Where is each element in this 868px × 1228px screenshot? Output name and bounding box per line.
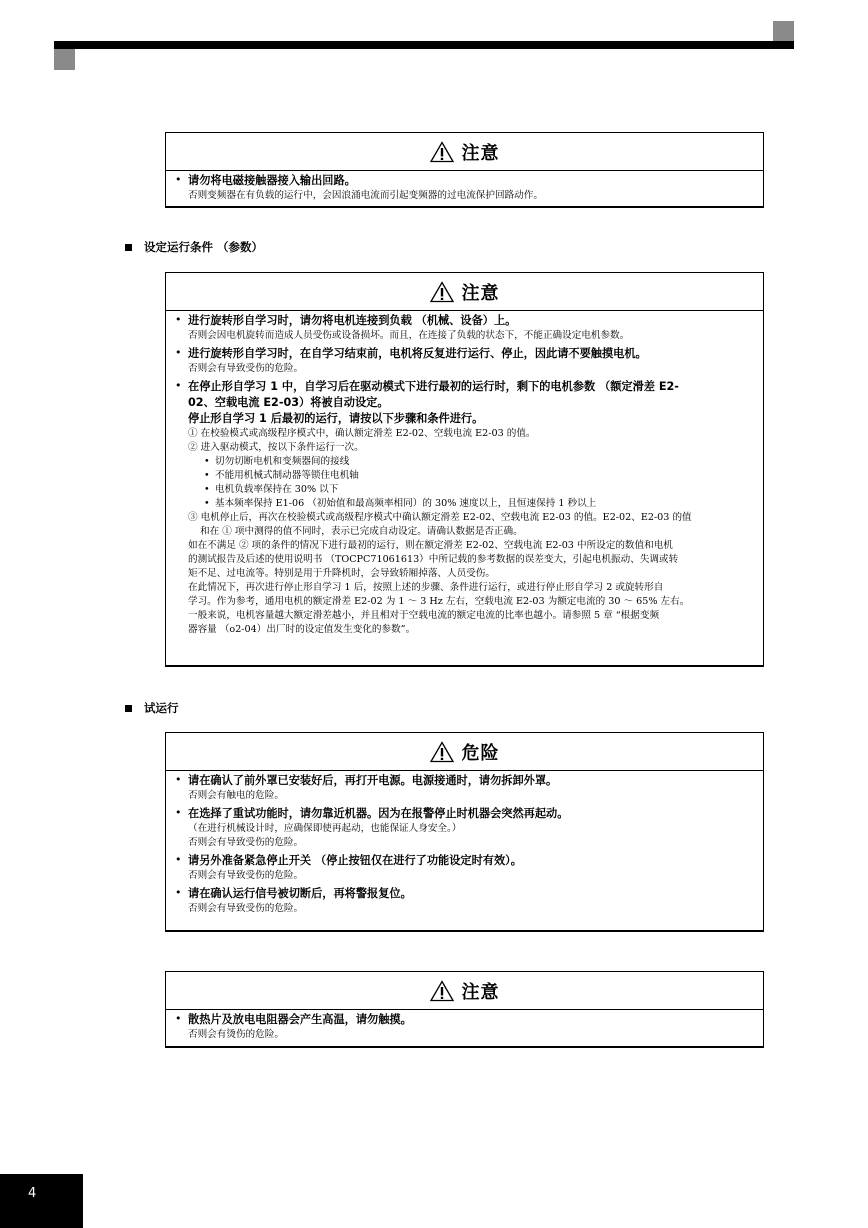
paragraph-text: 矩不足、过电流等。特别是用于升降机时，会导致轿厢掉落、人员受伤。 — [188, 568, 495, 579]
condition-item: • 不能用机械式制动器等锁住电机轴 — [188, 469, 755, 483]
corner-mark-top-left — [54, 49, 75, 70]
item-sub-text: 否则会有导致受伤的危险。 — [188, 870, 304, 881]
square-bullet-icon — [125, 244, 132, 251]
section-heading-trial-run — [125, 700, 179, 716]
item-main-text: • 请另外准备紧急停止开关 （停止按钮仅在进行了功能设定时有效）。 — [188, 854, 522, 867]
corner-mark-top-right — [773, 21, 794, 41]
warning-triangle-icon — [430, 741, 454, 763]
paragraph-text: 的测试报告及后述的使用说明书 （TOCPC71061613）中所记载的参考数据的误差变大，引起电机振动、失调或转 — [188, 554, 679, 565]
section-heading-operating-conditions — [125, 239, 263, 255]
danger-item — [174, 773, 755, 803]
item-main-text: • 进行旋转形自学习时，在自学习结束前，电机将反复进行运行、停止，因此请不要触摸电机。 — [188, 347, 647, 360]
item-main-text: 02、空载电流 E2-03）将被自动设定。 — [188, 396, 389, 409]
caution-item — [174, 379, 755, 637]
item-sub-text: 否则会有触电的危险。 — [188, 790, 284, 801]
caution-item — [174, 1012, 755, 1042]
caution-box-1 — [165, 132, 764, 208]
caution-item — [174, 346, 755, 376]
caution-item — [174, 313, 755, 343]
danger-item — [174, 886, 755, 916]
paragraph-text: 器容量 （o2-04）出厂时的设定值发生变化的参数”。 — [188, 624, 416, 635]
item-sub-text: （在进行机械设计时，应确保即使再起动，也能保证人身安全。） — [188, 823, 462, 834]
caution-header — [166, 273, 763, 311]
warning-triangle-icon — [430, 281, 454, 303]
item-main-text: • 请在确认了前外罩已安装好后，再打开电源。电源接通时，请勿拆卸外罩。 — [188, 774, 558, 787]
item-main-text: 停止形自学习 1 后最初的运行，请按以下步骤和条件进行。 — [188, 412, 484, 425]
paragraph-text: 一般来说，电机容量越大额定滑差越小，并且相对于空载电流的额定电流的比率也越小。请参照 5 章 “根据变频 — [188, 610, 660, 621]
item-main-text: • 在停止形自学习 1 中，自学习后在驱动模式下进行最初的运行时，剩下的电机参数 （额定滑差 E2- — [188, 380, 679, 393]
warning-triangle-icon — [430, 980, 454, 1002]
warning-triangle-icon — [430, 141, 454, 163]
item-main-text: • 进行旋转形自学习时，请勿将电机连接到负载 （机械、设备）上。 — [188, 314, 517, 327]
section-title: 试运行 — [144, 701, 179, 715]
caution-box-3 — [165, 971, 764, 1048]
caution-header — [166, 133, 763, 171]
caution-title: 注意 — [461, 142, 500, 164]
item-sub-text: 否则会有导致受伤的危险。 — [188, 903, 304, 914]
danger-header — [166, 733, 763, 771]
item-main-text: • 散热片及放电电阻器会产生高温，请勿触摸。 — [188, 1013, 412, 1026]
paragraph-text: 学习。作为参考，通用电机的额定滑差 E2-02 为 1 ～ 3 Hz 左右，空载电流 E2-03 为额定电流的 30 ～ 65% 左右。 — [188, 596, 690, 607]
caution-header — [166, 972, 763, 1010]
step-text: ② 进入驱动模式，按以下条件运行一次。 — [188, 442, 364, 453]
item-sub-text: 否则会有导致受伤的危险。 — [188, 363, 304, 374]
item-main-text: • 请勿将电磁接触器接入输出回路。 — [188, 174, 356, 187]
item-sub-text: 否则会因电机旋转而造成人员受伤或设备损坏。而且，在连接了负载的状态下，不能正确设定电机参数。 — [188, 330, 630, 341]
danger-item — [174, 853, 755, 883]
caution-title: 注意 — [461, 282, 500, 304]
danger-title: 危险 — [461, 742, 500, 764]
section-title: 设定运行条件 （参数） — [144, 240, 264, 254]
square-bullet-icon — [125, 705, 132, 712]
condition-item: • 基本频率保持 E1-06 （初始值和最高频率相同）的 30% 速度以上，且恒速保持 1 秒以上 — [188, 497, 755, 511]
caution-title: 注意 — [461, 981, 500, 1003]
danger-box — [165, 732, 764, 932]
item-main-text: • 请在确认运行信号被切断后，再将警报复位。 — [188, 887, 412, 900]
item-sub-text: 否则会有烫伤的危险。 — [188, 1029, 284, 1040]
item-sub-text: 否则会有导致受伤的危险。 — [188, 837, 304, 848]
caution-box-2 — [165, 272, 764, 667]
condition-item: • 电机负载率保持在 30% 以下 — [188, 483, 755, 497]
paragraph-text: 如在不满足 ② 项的条件的情况下进行最初的运行，则在额定滑差 E2-02、空载电流 E2-03 中所设定的数值和电机 — [188, 540, 673, 551]
step-text: ③ 电机停止后，再次在校验模式或高级程序模式中确认额定滑差 E2-02、空载电流 E2-03 的值。E2-02、E2-03 的值 — [188, 512, 692, 523]
item-main-text: • 在选择了重试功能时，请勿靠近机器。因为在报警停止时机器会突然再起动。 — [188, 807, 569, 820]
item-sub-text: 否则变频器在有负载的运行中，会因浪涌电流而引起变频器的过电流保护回路动作。 — [188, 190, 543, 201]
paragraph-text: 在此情况下，再次进行停止形自学习 1 后，按照上述的步骤、条件进行运行，或进行停止形自学习 2 或旋转形自 — [188, 582, 664, 593]
danger-item — [174, 806, 755, 850]
caution-item — [174, 173, 755, 203]
page-number: 4 — [0, 1174, 83, 1228]
step-text: ① 在校验模式或高级程序模式中，确认额定滑差 E2-02、空载电流 E2-03 的值。 — [188, 428, 536, 439]
step-text: 和在 ① 项中测得的值不同时，表示已完成自动设定。请确认数据是否正确。 — [200, 526, 523, 537]
condition-item: • 切勿切断电机和变频器间的接线 — [188, 455, 755, 469]
header-rule — [54, 41, 794, 49]
